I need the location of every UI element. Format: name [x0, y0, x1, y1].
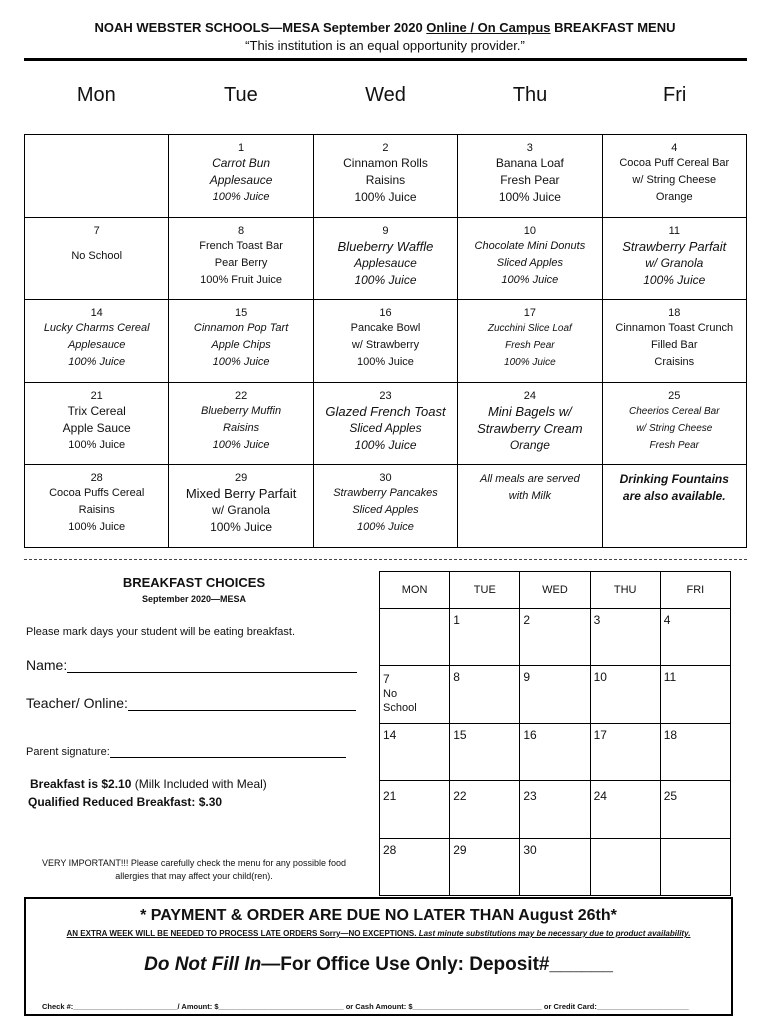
day-heading-mon: Mon: [76, 84, 116, 106]
menu-item: Banana Loaf: [495, 156, 564, 170]
teacher-label: Teacher/ Online:: [26, 695, 128, 711]
menu-note-milk: [458, 465, 602, 548]
calendar-day-cell[interactable]: 25: [660, 781, 730, 838]
menu-cell-sep-15: [169, 300, 313, 383]
calendar-day-cell[interactable]: 3: [590, 609, 660, 666]
day-number: 9: [382, 224, 389, 237]
menu-item: 100% Juice: [210, 520, 273, 534]
payment-deadline: * PAYMENT & ORDER ARE DUE NO LATER THAN August 26th*: [140, 907, 617, 924]
menu-item: Sliced Apples: [349, 420, 422, 435]
menu-cell-sep-11: [602, 217, 746, 300]
menu-item: Pear Berry: [214, 256, 268, 269]
menu-cell-sep-18: [602, 300, 746, 383]
menu-item: Sliced Apples: [352, 504, 419, 516]
menu-item: 100% Juice: [68, 521, 126, 533]
day-number: 25: [668, 389, 681, 402]
menu-item: 100% Juice: [501, 273, 559, 286]
price-line: [30, 777, 267, 791]
menu-week-5: [25, 465, 747, 548]
menu-item: Applesauce: [67, 339, 126, 351]
menu-cell-sep-10: [458, 217, 602, 300]
title-school-month: NOAH WEBSTER SCHOOLS—MESA September 2020: [94, 20, 427, 35]
menu-cell-sep-2: [313, 135, 457, 218]
calendar-header: WED: [520, 572, 590, 609]
day-number: 1: [238, 142, 245, 154]
menu-item: 100% Juice: [354, 190, 417, 204]
day-number: 3: [526, 142, 533, 154]
cut-line: [24, 559, 747, 560]
day-number: 21: [90, 389, 103, 402]
day-number: 23: [379, 389, 392, 402]
menu-note-fountains: [602, 465, 746, 548]
note-text: are also available.: [622, 489, 726, 503]
menu-item: Strawberry Pancakes: [333, 487, 438, 499]
menu-item: Blueberry Muffin: [201, 404, 282, 417]
selection-calendar: [379, 571, 731, 896]
day-number: 10: [523, 224, 536, 237]
calendar-day-cell[interactable]: 23: [520, 781, 590, 838]
teacher-field[interactable]: [26, 694, 356, 711]
calendar-day-cell[interactable]: 8: [450, 666, 520, 723]
price-label: Breakfast is $2.10: [30, 777, 132, 791]
menu-item: Sliced Apples: [496, 256, 563, 269]
calendar-week-2: [380, 666, 731, 723]
menu-item: 100% Juice: [68, 438, 126, 451]
allergy-warning-line: allergies that may affect your child(ren).: [115, 871, 273, 881]
menu-item: 100% Juice: [212, 438, 270, 451]
menu-cell-sep-7: [25, 217, 169, 300]
day-number: 16: [379, 307, 392, 319]
office-use-deposit: —For Office Use Only: Deposit#______: [261, 954, 613, 975]
menu-item: French Toast Bar: [199, 239, 283, 252]
no-school-note: No: [383, 688, 398, 701]
choices-instruction: Please mark days your student will be eating breakfast.: [26, 626, 296, 638]
day-heading-thu: Thu: [512, 84, 548, 106]
substitution-note: Last minute substitutions may be necessary due to product availability.: [418, 929, 691, 938]
late-order-note: [26, 929, 731, 938]
day-number: 28: [90, 472, 103, 484]
breakfast-menu-calendar: [24, 134, 747, 548]
menu-item: Apple Sauce: [62, 420, 131, 435]
menu-cell-sep-14: [25, 300, 169, 383]
day-heading-fri: Fri: [663, 84, 687, 106]
calendar-day-cell[interactable]: 30: [520, 838, 590, 895]
menu-title: [0, 20, 770, 35]
menu-item: Cinnamon Pop Tart: [193, 322, 289, 334]
note-text: Drinking Fountains: [619, 472, 729, 486]
calendar-header: FRI: [660, 572, 730, 609]
calendar-day-cell[interactable]: 11: [660, 666, 730, 723]
do-not-fill-in: Do Not Fill In: [144, 954, 262, 975]
day-number: 7: [93, 224, 100, 237]
menu-item: Cocoa Puffs Cereal: [49, 487, 145, 499]
menu-item: w/ String Cheese: [632, 174, 717, 186]
menu-item: Carrot Bun: [212, 156, 271, 170]
calendar-header: THU: [590, 572, 660, 609]
menu-cell-sep-21: [25, 382, 169, 465]
calendar-day-cell[interactable]: 10: [590, 666, 660, 723]
menu-item: 100% Fruit Juice: [200, 273, 283, 286]
header-divider: [24, 58, 747, 61]
calendar-day-cell[interactable]: 18: [660, 723, 730, 780]
calendar-day-cell[interactable]: 24: [590, 781, 660, 838]
day-heading-wed: Wed: [365, 84, 406, 106]
menu-cell-sep-24: [458, 382, 602, 465]
calendar-header-row: [380, 572, 731, 609]
calendar-day-cell: [380, 609, 450, 666]
day-number: 11: [668, 224, 680, 237]
menu-week-3: [25, 300, 747, 383]
calendar-day-cell[interactable]: 4: [660, 609, 730, 666]
note-text: with Milk: [508, 490, 551, 502]
menu-item: Strawberry Cream: [477, 420, 583, 436]
calendar-day-cell: [660, 838, 730, 895]
name-field[interactable]: [26, 656, 357, 673]
menu-item: Chocolate Mini Donuts: [474, 239, 586, 252]
calendar-day-cell[interactable]: 16: [520, 723, 590, 780]
menu-item: Fresh Pear: [505, 340, 555, 351]
late-order-text: AN EXTRA WEEK WILL BE NEEDED TO PROCESS LATE ORDERS Sorry—NO EXCEPTIONS.: [66, 929, 419, 938]
calendar-day-cell[interactable]: 29: [450, 838, 520, 895]
menu-item: 100% Juice: [354, 272, 417, 287]
menu-item: Pancake Bowl: [350, 322, 421, 334]
day-number: 8: [238, 224, 245, 237]
menu-item: 100% Juice: [68, 356, 126, 368]
menu-item: Applesauce: [209, 173, 273, 187]
calendar-day-cell[interactable]: 17: [590, 723, 660, 780]
menu-cell-sep-16: [313, 300, 457, 383]
menu-cell-sep-22: [169, 382, 313, 465]
day-number: 14: [90, 307, 103, 319]
menu-item: 100% Juice: [212, 356, 270, 368]
calendar-day-cell[interactable]: 14: [380, 723, 450, 780]
menu-item: Blueberry Waffle: [337, 238, 434, 254]
menu-item: Trix Cereal: [67, 403, 126, 418]
price-milk-note: (Milk Included with Meal): [131, 777, 267, 791]
day-number: 29: [234, 472, 248, 484]
title-online-campus: Online / On Campus: [426, 20, 551, 35]
menu-cell-sep-17: [458, 300, 602, 383]
office-use-line: [26, 954, 731, 976]
day-number: 30: [379, 472, 392, 484]
menu-item: 100% Juice: [354, 437, 417, 452]
menu-item: w/ Granola: [645, 255, 704, 270]
menu-item: Cinnamon Toast Crunch: [615, 322, 734, 334]
calendar-day-cell[interactable]: 15: [450, 723, 520, 780]
parent-signature-field[interactable]: [26, 745, 346, 758]
menu-item: 100% Juice: [212, 191, 270, 203]
menu-cell-empty: [25, 135, 169, 218]
day-number: 15: [234, 307, 248, 319]
day-number: 4: [671, 142, 678, 154]
day-number: 18: [668, 307, 681, 319]
menu-item: Mixed Berry Parfait: [185, 486, 297, 501]
menu-item: Applesauce: [354, 255, 417, 270]
day-number: 2: [382, 142, 389, 154]
day-heading-tue: Tue: [224, 84, 258, 106]
payment-fields: Check #:_________________________/ Amount: $______________________________ or Cash Amount: $_______________________________ or Credit Card:______________________: [42, 1002, 689, 1011]
menu-item: w/ String Cheese: [636, 422, 713, 434]
menu-item: 100% Juice: [643, 272, 706, 287]
calendar-day-number: 7: [383, 672, 390, 687]
menu-item: Raisins: [365, 173, 406, 187]
calendar-day-cell: [380, 666, 450, 723]
menu-cell-sep-1: [169, 135, 313, 218]
allergy-warning-line: VERY IMPORTANT!!! Please carefully check the menu for any possible food: [42, 858, 346, 868]
menu-item: Fresh Pear: [500, 173, 560, 187]
menu-item: Zucchini Slice Loaf: [487, 323, 572, 334]
name-blank[interactable]: [67, 656, 357, 673]
calendar-day-cell: [590, 838, 660, 895]
teacher-blank[interactable]: [128, 694, 356, 711]
choices-title: BREAKFAST CHOICES: [122, 575, 266, 590]
menu-item: Raisins: [78, 504, 115, 516]
calendar-header: MON: [380, 572, 450, 609]
menu-cell-sep-29: [169, 465, 313, 548]
menu-cell-sep-9: [313, 217, 457, 300]
menu-item: 100% Juice: [504, 357, 556, 368]
menu-item: Craisins: [654, 356, 695, 368]
no-school-note: No School: [71, 249, 123, 262]
menu-item: Raisins: [223, 421, 260, 434]
note-text: All meals are served: [480, 473, 580, 485]
calendar-day-cell[interactable]: 2: [520, 609, 590, 666]
payment-box: [24, 897, 733, 1016]
reduced-price: Qualified Reduced Breakfast: $.30: [28, 795, 223, 809]
menu-cell-sep-30: [313, 465, 457, 548]
menu-item: Cocoa Puff Cereal Bar: [619, 157, 730, 169]
menu-cell-sep-28: [25, 465, 169, 548]
calendar-day-cell[interactable]: 9: [520, 666, 590, 723]
menu-item: Orange: [655, 191, 693, 203]
equal-opportunity-statement: “This institution is an equal opportunity provider.”: [245, 38, 525, 53]
menu-item: Lucky Charms Cereal: [43, 322, 150, 334]
menu-cell-sep-23: [313, 382, 457, 465]
calendar-week-3: [380, 723, 731, 780]
menu-item: 100% Juice: [357, 356, 414, 368]
menu-cell-sep-4: [602, 135, 746, 218]
parent-signature-label: Parent signature:: [26, 746, 110, 758]
allergy-warning: [24, 857, 364, 883]
menu-item: 100% Juice: [357, 521, 414, 533]
menu-week-1: [25, 135, 747, 218]
menu-item: Orange: [509, 437, 550, 452]
menu-item: Apple Chips: [211, 339, 271, 351]
day-number: 17: [523, 307, 536, 319]
menu-cell-sep-8: [169, 217, 313, 300]
menu-item: w/ Granola: [212, 503, 271, 517]
day-number: 22: [234, 389, 248, 402]
menu-item: Filled Bar: [651, 339, 698, 351]
menu-item: Strawberry Parfait: [622, 238, 727, 254]
menu-item: Fresh Pear: [649, 439, 700, 451]
no-school-note: School: [383, 702, 417, 715]
menu-week-2: [25, 217, 747, 300]
calendar-week-1: [380, 609, 731, 666]
calendar-week-5: [380, 838, 731, 895]
menu-cell-sep-25: [602, 382, 746, 465]
menu-item: Mini Bagels w/: [487, 403, 572, 419]
menu-item: 100% Juice: [498, 190, 561, 204]
menu-item: Glazed French Toast: [325, 403, 446, 419]
calendar-header: TUE: [450, 572, 520, 609]
parent-signature-blank[interactable]: [110, 745, 346, 758]
name-label: Name:: [26, 657, 68, 673]
weekday-headings: [24, 84, 747, 107]
calendar-day-cell[interactable]: 1: [450, 609, 520, 666]
calendar-day-cell[interactable]: 21: [380, 781, 450, 838]
choices-subtitle: September 2020—MESA: [141, 594, 247, 604]
menu-item: w/ Strawberry: [351, 339, 420, 351]
day-number: 24: [523, 389, 536, 402]
title-breakfast-menu: BREAKFAST MENU: [550, 20, 676, 35]
menu-cell-sep-3: [458, 135, 602, 218]
calendar-week-4: [380, 781, 731, 838]
calendar-day-cell[interactable]: 28: [380, 838, 450, 895]
menu-week-4: [25, 382, 747, 465]
calendar-day-cell[interactable]: 22: [450, 781, 520, 838]
menu-item: Cinnamon Rolls: [343, 156, 428, 170]
menu-item: Cheerios Cereal Bar: [628, 405, 720, 417]
